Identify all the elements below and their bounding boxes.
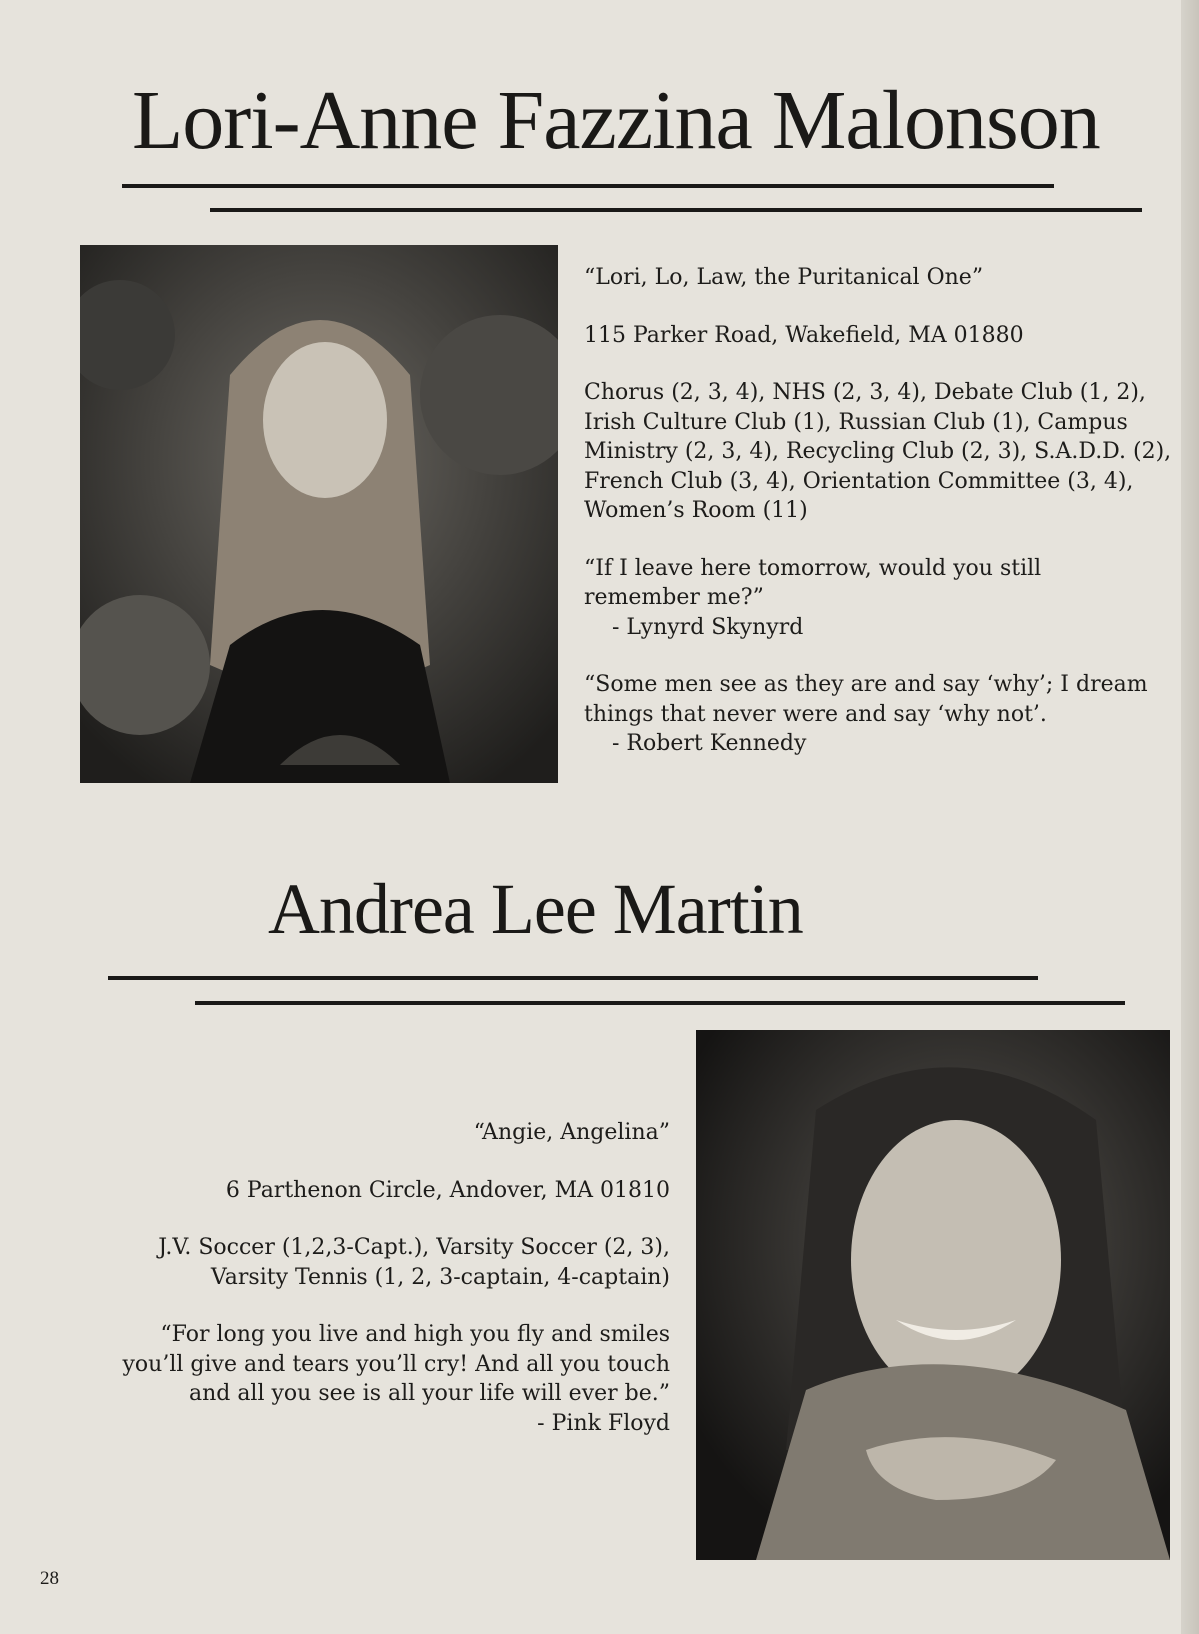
quote-line: and all you see is all your life will ever be.” xyxy=(188,1381,670,1406)
address-1: 115 Parker Road, Wakefield, MA 01880 xyxy=(584,322,1024,348)
quote-line: you’ll give and tears you’ll cry! And all you touch xyxy=(122,1351,670,1377)
profile-text-2 xyxy=(100,1118,670,1466)
quote-1a xyxy=(584,554,1184,643)
title-rule-bottom-1 xyxy=(210,208,1142,212)
nickname-2: “Angie, Angelina” xyxy=(473,1120,670,1145)
title-rule-top-2 xyxy=(108,976,1038,980)
student-photo-1 xyxy=(80,245,558,783)
quote-line: things that never were and say ‘why not’. xyxy=(584,701,1047,727)
quote-line: “Some men see as they are and say ‘why’; I dream xyxy=(584,672,1148,697)
activities-line: Ministry (2, 3, 4), Recycling Club (2, 3), S.A.D.D. (2), xyxy=(584,439,1172,464)
activities-line: Women’s Room (11) xyxy=(584,498,808,523)
quote-author: - Robert Kennedy xyxy=(612,731,807,756)
activities-1 xyxy=(584,378,1184,526)
activities-line: Chorus (2, 3, 4), NHS (2, 3, 4), Debate Club (1, 2), xyxy=(584,380,1146,405)
activities-line: French Club (3, 4), Orientation Committee (3, 4), xyxy=(584,468,1134,494)
quote-author: - Lynyrd Skynyrd xyxy=(612,614,804,640)
page-edge xyxy=(1181,0,1199,1634)
quote-2a xyxy=(100,1320,670,1438)
quote-line: “For long you live and high you fly and smiles xyxy=(160,1322,670,1347)
activities-line: Varsity Tennis (1, 2, 3-captain, 4-captain) xyxy=(210,1264,670,1290)
page-number: 28 xyxy=(40,1568,59,1589)
address-2: 6 Parthenon Circle, Andover, MA 01810 xyxy=(225,1177,670,1203)
nickname-1: “Lori, Lo, Law, the Puritanical One” xyxy=(584,265,984,290)
student-name-2: Andrea Lee Martin xyxy=(268,869,803,949)
student-name-1: Lori-Anne Fazzina Malonson xyxy=(132,74,1100,167)
profile-text-1 xyxy=(584,263,1184,787)
activities-2 xyxy=(100,1233,670,1292)
quote-line: remember me?” xyxy=(584,585,764,610)
quote-line: “If I leave here tomorrow, would you still xyxy=(584,555,1042,581)
activities-line: J.V. Soccer (1,2,3-Capt.), Varsity Soccer (2, 3), xyxy=(158,1235,670,1260)
quote-author: - Pink Floyd xyxy=(537,1410,670,1436)
title-rule-top-1 xyxy=(122,184,1054,188)
title-rule-bottom-2 xyxy=(195,1001,1125,1005)
quote-1b xyxy=(584,670,1184,759)
student-photo-2 xyxy=(696,1030,1170,1560)
activities-line: Irish Culture Club (1), Russian Club (1), Campus xyxy=(584,409,1128,435)
